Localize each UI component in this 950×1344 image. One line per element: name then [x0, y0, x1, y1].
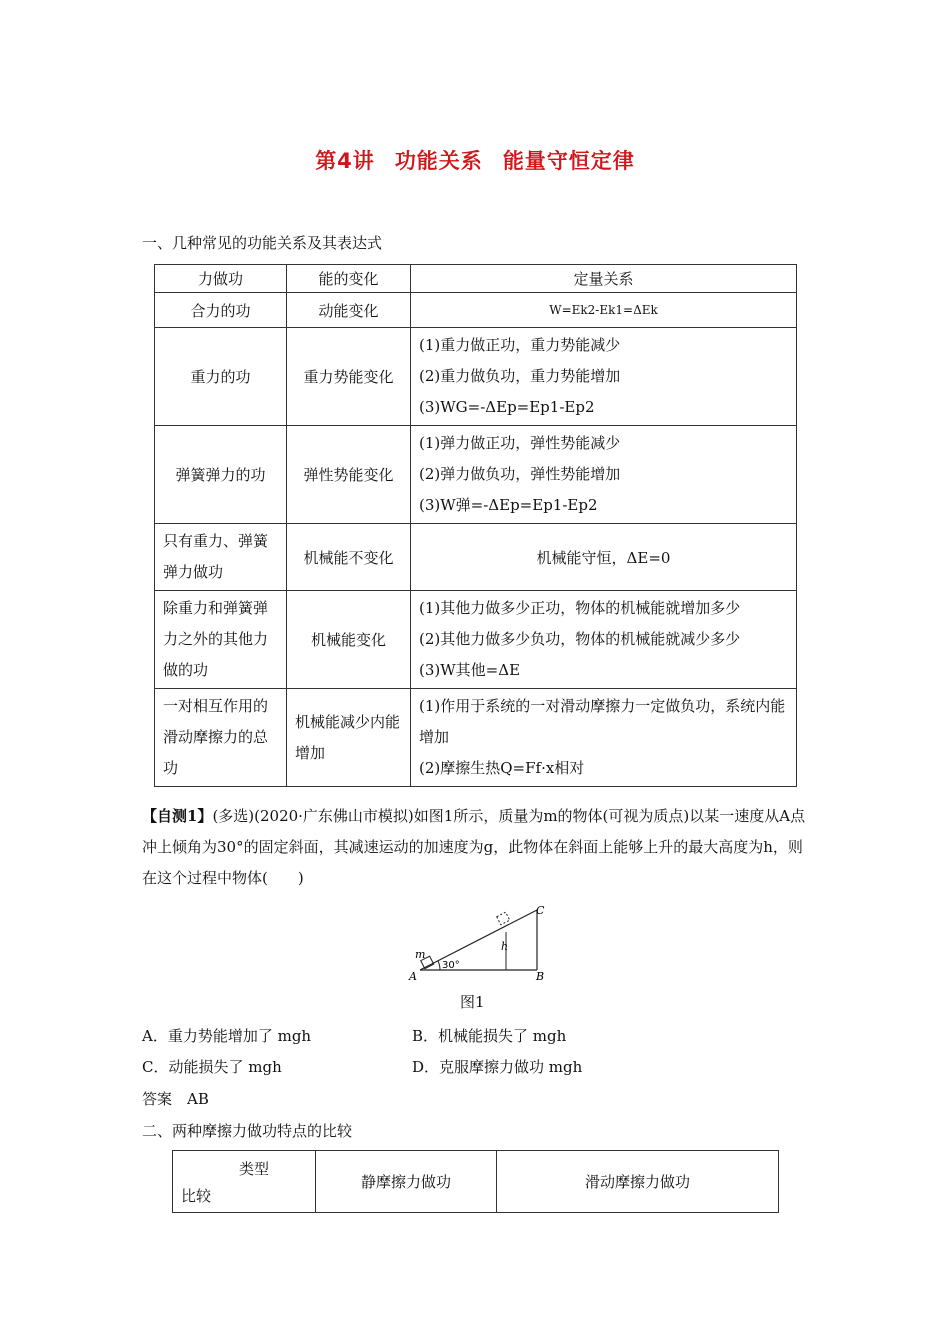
- lecture-number: 第4讲: [315, 149, 375, 173]
- lecture-topic-1: 功能关系: [394, 149, 483, 173]
- relation-line: (1)弹力做正功，弹性势能减少: [419, 434, 621, 452]
- cell-relation: [411, 591, 797, 689]
- header-force: 力做功: [155, 265, 287, 293]
- cell-force: 除重力和弹簧弹力之外的其他力做的功: [155, 591, 287, 689]
- section-heading-1: 一、几种常见的功能关系及其表达式: [142, 234, 383, 252]
- relation-line: (3)WG=-ΔEp=Ep1-Ep2: [419, 398, 595, 416]
- cell-relation: [411, 524, 797, 591]
- friction-comparison-table: [172, 1150, 779, 1213]
- relation-line: W=Ek2-Ek1=ΔEk: [549, 303, 658, 317]
- cell-change: 重力势能变化: [287, 328, 411, 426]
- relation-line: (3)W弹=-ΔEp=Ep1-Ep2: [419, 496, 598, 514]
- relation-line: (1)其他力做多少正功，物体的机械能就增加多少: [419, 599, 741, 617]
- label-a: A: [409, 970, 417, 983]
- cell-relation: [411, 328, 797, 426]
- option-d: D．克服摩擦力做功 mgh: [412, 1058, 583, 1076]
- header-static-friction: 静摩擦力做功: [316, 1151, 497, 1213]
- answer: 答案 AB: [142, 1090, 209, 1108]
- cell-force: 合力的功: [155, 293, 287, 328]
- label-m: m: [415, 948, 426, 961]
- question-text: (多选)(2020·广东佛山市模拟)如图1所示，质量为m的物体(可视为质点)以某一速度从A点冲上倾角为30°的固定斜面，其减速运动的加速度为g，此物体在斜面上能够上升的最大高度为h，则在这个过程中物体( ): [142, 807, 806, 887]
- corner-type: 类型: [238, 1159, 269, 1178]
- cell-change: 机械能不变化: [287, 524, 411, 591]
- cell-change: 动能变化: [287, 293, 411, 328]
- cell-force: 一对相互作用的滑动摩擦力的总功: [155, 689, 287, 787]
- corner-cell: [173, 1151, 316, 1213]
- incline-figure: [405, 902, 555, 984]
- cell-relation: [411, 689, 797, 787]
- figure-caption: 图1: [460, 993, 485, 1011]
- relation-line: (1)作用于系统的一对滑动摩擦力一定做负功，系统内能增加: [419, 697, 786, 746]
- cell-relation: [411, 293, 797, 328]
- page-title: [0, 145, 950, 175]
- cell-change: 弹性势能变化: [287, 426, 411, 524]
- relation-line: (2)其他力做多少负功，物体的机械能就减少多少: [419, 630, 741, 648]
- question-label: 【自测1】: [142, 807, 213, 825]
- cell-force: 只有重力、弹簧弹力做功: [155, 524, 287, 591]
- option-c: C．动能损失了 mgh: [142, 1058, 282, 1076]
- header-energy-change: 能的变化: [287, 265, 411, 293]
- label-b: B: [536, 970, 545, 983]
- question-block: [142, 801, 812, 894]
- corner-compare: 比较: [181, 1186, 212, 1205]
- lecture-topic-2: 能量守恒定律: [502, 149, 635, 173]
- option-a: A．重力势能增加了 mgh: [142, 1027, 312, 1045]
- cell-relation: [411, 426, 797, 524]
- section-heading-2: 二、两种摩擦力做功特点的比较: [142, 1122, 353, 1140]
- cell-change: 机械能变化: [287, 591, 411, 689]
- work-energy-table: [154, 264, 797, 787]
- cell-force: 重力的功: [155, 328, 287, 426]
- relation-line: (2)重力做负功，重力势能增加: [419, 367, 621, 385]
- label-angle: 30°: [442, 960, 460, 971]
- label-c: C: [536, 904, 545, 917]
- relation-line: (2)摩擦生热Q=Ff·x相对: [419, 759, 585, 777]
- relation-line: (3)W其他=ΔE: [419, 661, 521, 679]
- option-b: B．机械能损失了 mgh: [412, 1027, 567, 1045]
- cell-force: 弹簧弹力的功: [155, 426, 287, 524]
- cell-change: 机械能减少内能增加: [287, 689, 411, 787]
- relation-line: (2)弹力做负功，弹性势能增加: [419, 465, 621, 483]
- relation-line: (1)重力做正功，重力势能减少: [419, 336, 621, 354]
- header-relation: 定量关系: [411, 265, 797, 293]
- header-sliding-friction: 滑动摩擦力做功: [497, 1151, 779, 1213]
- label-h: h: [501, 940, 509, 953]
- relation-line: 机械能守恒，ΔE=0: [536, 548, 671, 567]
